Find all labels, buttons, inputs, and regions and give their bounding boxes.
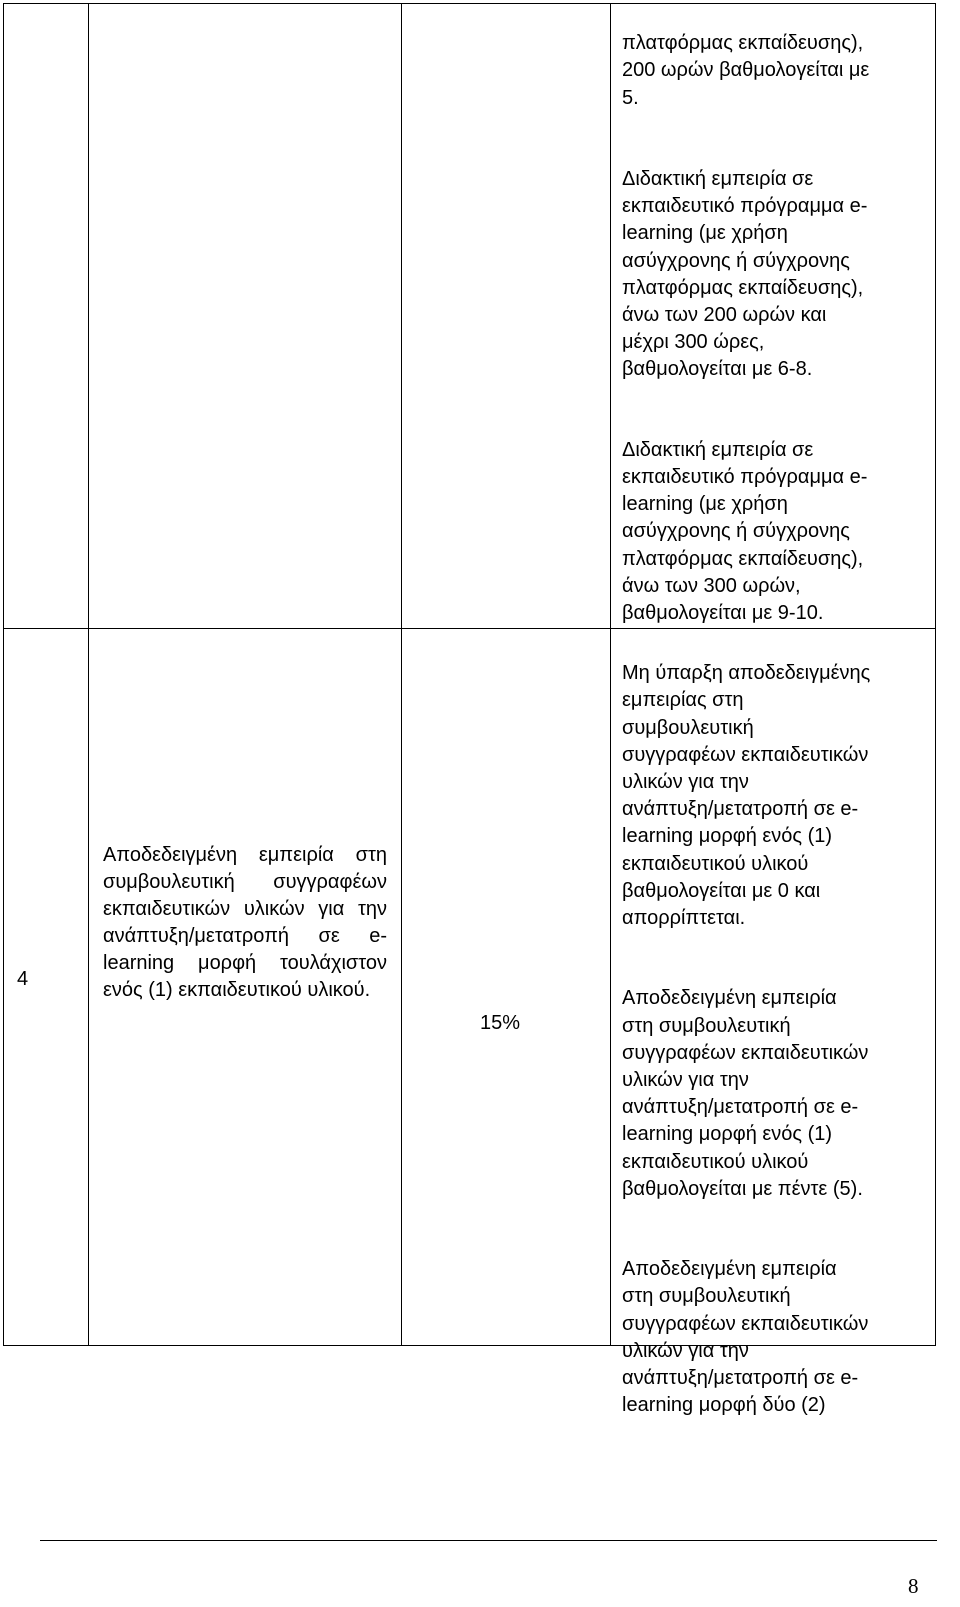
row-criteria-cell	[622, 633, 927, 1447]
row-weight: 15%	[480, 1012, 521, 1034]
criteria-paragraph: πλατφόρμας εκπαίδευσης), 200 ωρών βαθμολογείται με 5.	[622, 32, 870, 109]
table-column-divider-2	[401, 3, 402, 1346]
criteria-paragraph: Αποδεδειγμένη εμπειρία στη συμβουλευτική συγγραφέων εκπαιδευτικών υλικών για την ανάπτυξη/μετατροπή σε e- learning μορφή ενός (1) εκπαιδευτικού υλικού βαθμολογείται με πέντε (5).	[622, 987, 869, 1200]
criteria-paragraph: Διδακτική εμπειρία σε εκπαιδευτικό πρόγραμμα e- learning (με χρήση ασύγχρονης ή σύγχρονης πλατφόρμας εκπαίδευσης), άνω των 300 ωρών, βαθμολογείται με 9-10.	[622, 438, 868, 625]
continued-row-criteria-cell	[622, 3, 927, 654]
table-column-divider-3	[610, 3, 611, 1346]
criteria-paragraph: Αποδεδειγμένη εμπειρία στη συμβουλευτική συγγραφέων εκπαιδευτικών υλικών για την ανάπτυξη/μετατροπή σε e- learning μορφή δύο (2)	[622, 1258, 869, 1417]
table-column-divider-1	[88, 3, 89, 1346]
row-description: Αποδεδειγμένη εμπειρία στη συμβουλευτική συγγραφέων εκπαιδευτικών υλικών για την ανάπτυξη/μετατροπή σε e-learning μορφή τουλάχιστον ενός (1) εκπαιδευτικού υλικού.	[103, 844, 387, 1001]
criteria-paragraph: Διδακτική εμπειρία σε εκπαιδευτικό πρόγραμμα e- learning (με χρήση ασύγχρονης ή σύγχρονης πλατφόρμας εκπαίδευσης), άνω των 200 ωρών και μέχρι 300 ώρες, βαθμολογείται με 6-8.	[622, 168, 868, 381]
table-border-left	[3, 3, 4, 1346]
footer-rule	[40, 1540, 937, 1541]
criteria-paragraph: Μη ύπαρξη αποδεδειγμένης εμπειρίας στη συμβουλευτική συγγραφέων εκπαιδευτικών υλικών για την ανάπτυξη/μετατροπή σε e- learning μορφή ενός (1) εκπαιδευτικού υλικού βαθμολογείται με 0 και απορρίπτεται.	[622, 662, 871, 930]
page-number: 8	[908, 1574, 919, 1598]
row-number: 4	[17, 968, 29, 990]
table-border-right	[935, 3, 936, 1346]
